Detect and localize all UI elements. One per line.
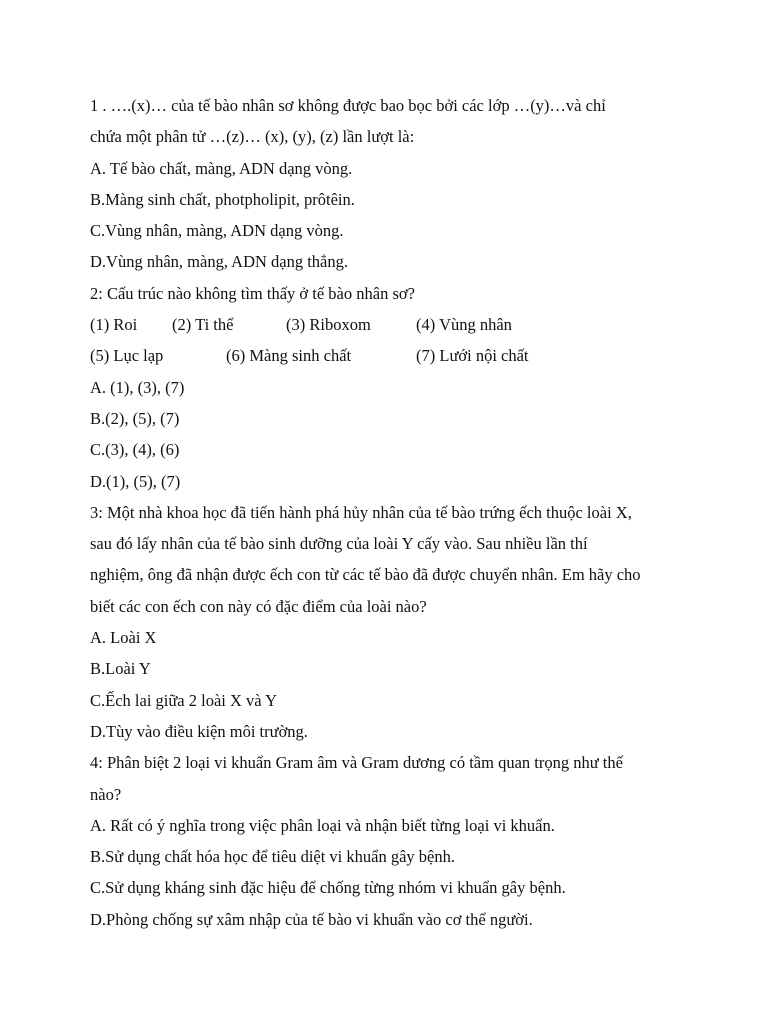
question-4 (90, 747, 690, 935)
question-3-answer-c: C.Ếch lai giữa 2 loài X và Y (90, 690, 278, 710)
question-4-answer-b: B.Sử dụng chất hóa học để tiêu diệt vi khuẩn gây bệnh. (90, 847, 455, 867)
question-1-answer-a: A. Tế bào chất, màng, ADN dạng vòng. (90, 158, 353, 178)
question-3-stem-line-4: biết các con ếch con này có đặc điểm của loài nào? (90, 596, 427, 616)
structure-option-7: (7) Lưới nội chất (416, 346, 529, 366)
structure-option-1: (1) Roi (90, 315, 138, 335)
question-2-stem-line-1: 2: Cấu trúc nào không tìm thấy ở tế bào nhân sơ? (90, 283, 415, 303)
structure-option-4: (4) Vùng nhân (416, 315, 512, 335)
question-1-answer-c: C.Vùng nhân, màng, ADN dạng vòng. (90, 221, 344, 241)
question-3-stem-line-1: 3: Một nhà khoa học đã tiến hành phá hủy nhân của tế bào trứng ếch thuộc loài X, (90, 502, 632, 522)
structure-option-2: (2) Ti thể (172, 315, 234, 335)
question-1-stem-line-1: 1 . ….(x)… của tế bào nhân sơ không được bao bọc bởi các lớp …(y)…và chỉ (90, 96, 606, 115)
question-2-answer-a: A. (1), (3), (7) (90, 377, 185, 397)
question-3-stem-line-2: sau đó lấy nhân của tế bào sinh dưỡng của loài Y cấy vào. Sau nhiều lần thí (90, 534, 588, 554)
question-1-stem-line-2: chứa một phân tử …(z)… (x), (y), (z) lần lượt là: (90, 127, 415, 147)
structure-option-6: (6) Màng sinh chất (226, 346, 352, 366)
question-1 (90, 90, 690, 278)
structure-option-3: (3) Riboxom (286, 315, 371, 335)
question-3-answer-b: B.Loài Y (90, 659, 151, 679)
quiz-document (90, 90, 690, 935)
question-2-answer-c: C.(3), (4), (6) (90, 440, 180, 460)
question-4-answer-d: D.Phòng chống sự xâm nhập của tế bào vi khuẩn vào cơ thể người. (90, 909, 533, 929)
question-2-structures-row-1 (90, 309, 690, 340)
question-4-stem-line-1: 4: Phân biệt 2 loại vi khuẩn Gram âm và Gram dương có tầm quan trọng như thế (90, 753, 623, 773)
question-1-answer-b: B.Màng sinh chất, photpholipit, prôtêin. (90, 189, 355, 209)
question-3-answer-a: A. Loài X (90, 628, 157, 648)
question-3-answer-d: D.Tùy vào điều kiện môi trường. (90, 721, 308, 741)
question-2-answer-d: D.(1), (5), (7) (90, 471, 181, 491)
question-1-answer-d: D.Vùng nhân, màng, ADN dạng thẳng. (90, 252, 349, 272)
question-2-structures-row-2 (90, 340, 690, 371)
question-4-answer-a: A. Rất có ý nghĩa trong việc phân loại và nhận biết từng loại vi khuẩn. (90, 815, 555, 835)
question-3-stem-line-3: nghiệm, ông đã nhận được ếch con từ các tế bào đã được chuyển nhân. Em hãy cho (90, 565, 641, 585)
question-2-answer-b: B.(2), (5), (7) (90, 408, 180, 428)
structure-option-5: (5) Lục lạp (90, 346, 164, 366)
question-4-answer-c: C.Sử dụng kháng sinh đặc hiệu để chống từng nhóm vi khuẩn gây bệnh. (90, 878, 566, 898)
question-4-stem-line-2: nào? (90, 784, 122, 804)
question-2 (90, 278, 690, 497)
question-3 (90, 497, 690, 747)
